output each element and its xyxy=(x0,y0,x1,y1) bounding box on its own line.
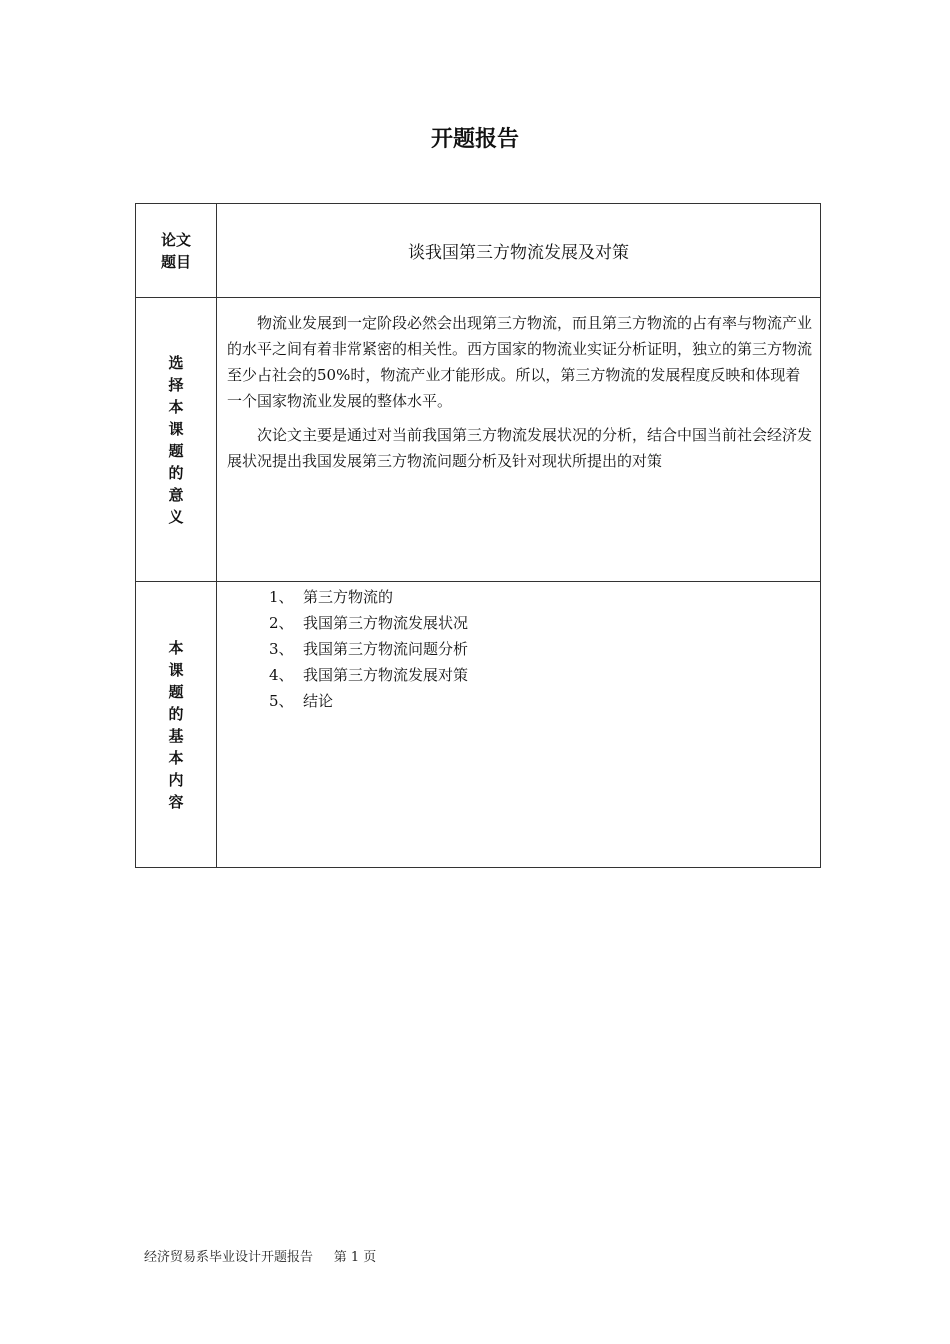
content-label-cell xyxy=(136,582,217,868)
list-item: 1、 第三方物流的 xyxy=(269,588,394,606)
report-table xyxy=(135,203,821,868)
list-item: 5、 结论 xyxy=(269,692,334,710)
list-item: 2、 我国第三方物流发展状况 xyxy=(269,614,469,632)
footer-text: 经济贸易系毕业设计开题报告 xyxy=(144,1250,314,1265)
content-label: 本课题的基本内容 xyxy=(168,638,184,811)
significance-content xyxy=(217,298,821,582)
content-list-cell xyxy=(217,582,821,868)
topic-label-cell xyxy=(136,204,217,298)
significance-label-cell xyxy=(136,298,217,582)
page-number: 第 1 页 xyxy=(333,1250,377,1265)
significance-paragraph-2: 次论文主要是通过对当前我国第三方物流发展状况的分析，结合中国当前社会经济发展状况提出我国发展第三方物流问题分析及针对现状所提出的对策 xyxy=(227,426,813,470)
significance-paragraph-1: 物流业发展到一定阶段必然会出现第三方物流，而且第三方物流的占有率与物流产业的水平之间有着非常紧密的相关性。西方国家的物流业实证分析证明，独立的第三方物流至少占社会的50%时，物流产业才能形成。所以，第三方物流的发展程度反映和体现着一个国家物流业发展的整体水平。 xyxy=(227,314,813,410)
page-title: 开题报告 xyxy=(430,127,519,152)
list-item: 3、 我国第三方物流问题分析 xyxy=(269,640,469,658)
content-list xyxy=(227,584,812,714)
list-item: 4、 我国第三方物流发展对策 xyxy=(269,666,469,684)
topic-value: 谈我国第三方物流发展及对策 xyxy=(217,204,821,298)
significance-label: 选择本课题的意义 xyxy=(168,353,184,526)
page-footer xyxy=(144,1246,376,1265)
topic-label: 论文题目 xyxy=(160,230,191,271)
